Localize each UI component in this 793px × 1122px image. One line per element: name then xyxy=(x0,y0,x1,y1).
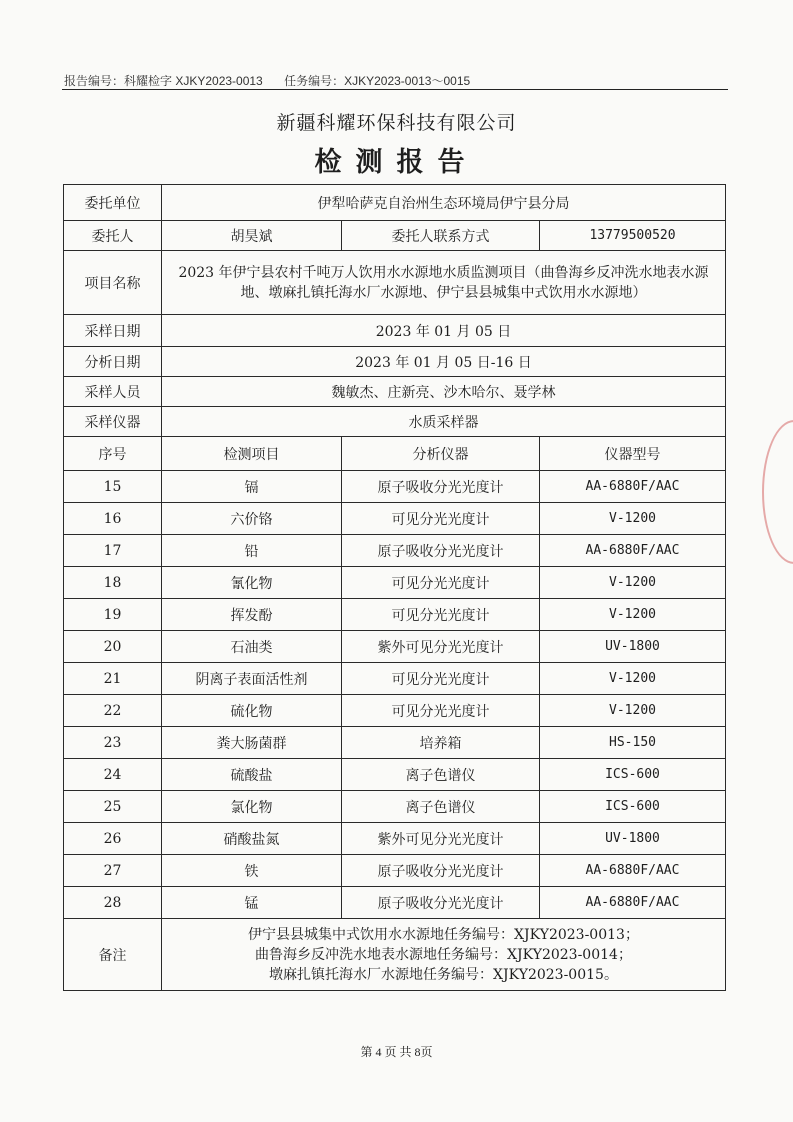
row-model: UV-1800 xyxy=(540,823,726,855)
sample-date-value: 2023 年 01 月 05 日 xyxy=(162,315,726,347)
col-header-item: 检测项目 xyxy=(162,437,342,471)
table-row xyxy=(64,663,726,695)
company-name: 新疆科耀环保科技有限公司 xyxy=(276,112,517,134)
row-model: AA-6880F/AAC xyxy=(540,471,726,503)
row-instrument: 原子吸收分光光度计 xyxy=(342,855,540,887)
table-row xyxy=(64,823,726,855)
table-row xyxy=(64,887,726,919)
col-header-no: 序号 xyxy=(64,437,162,471)
data-rows xyxy=(64,471,726,919)
row-instrument: 可见分光光度计 xyxy=(342,567,540,599)
row-item: 六价铬 xyxy=(162,503,342,535)
project-value: 2023 年伊宁县农村千吨万人饮用水水源地水质监测项目（曲鲁海乡反冲洗水地表水源地、墩麻扎镇托海水厂水源地、伊宁县县城集中式饮用水水源地） xyxy=(162,251,726,315)
table-row xyxy=(64,791,726,823)
report-table xyxy=(63,184,726,991)
client-value: 伊犁哈萨克自治州生态环境局伊宁县分局 xyxy=(162,185,726,221)
report-number: 报告编号：科耀检字 XJKY2023-0013 xyxy=(64,74,263,88)
table-row xyxy=(64,695,726,727)
row-model: V-1200 xyxy=(540,599,726,631)
row-instrument: 离子色谱仪 xyxy=(342,759,540,791)
client-row xyxy=(64,185,726,221)
row-number: 21 xyxy=(64,663,162,695)
row-number: 24 xyxy=(64,759,162,791)
row-number: 22 xyxy=(64,695,162,727)
row-number: 17 xyxy=(64,535,162,567)
row-number: 20 xyxy=(64,631,162,663)
consignor-label: 委托人 xyxy=(64,221,162,251)
table-row xyxy=(64,567,726,599)
row-instrument: 可见分光光度计 xyxy=(342,663,540,695)
notes-row xyxy=(64,919,726,991)
contact-label: 委托人联系方式 xyxy=(342,221,540,251)
notes-line: 墩麻扎镇托海水厂水源地任务编号：XJKY2023-0015。 xyxy=(269,966,618,983)
table-row xyxy=(64,855,726,887)
table-row xyxy=(64,631,726,663)
table-row xyxy=(64,471,726,503)
row-instrument: 培养箱 xyxy=(342,727,540,759)
sampler-value: 魏敏杰、庄新亮、沙木哈尔、聂学林 xyxy=(162,377,726,407)
row-item: 硫酸盐 xyxy=(162,759,342,791)
table-row xyxy=(64,503,726,535)
row-instrument: 可见分光光度计 xyxy=(342,695,540,727)
col-header-instrument: 分析仪器 xyxy=(342,437,540,471)
row-number: 16 xyxy=(64,503,162,535)
sampler-row xyxy=(64,377,726,407)
row-item: 氰化物 xyxy=(162,567,342,599)
notes-label: 备注 xyxy=(64,919,162,991)
notes-line: 曲鲁海乡反冲洗水地表水源地任务编号：XJKY2023-0014； xyxy=(255,946,632,963)
analysis-date-label: 分析日期 xyxy=(64,347,162,377)
row-instrument: 离子色谱仪 xyxy=(342,791,540,823)
sampling-instrument-label: 采样仪器 xyxy=(64,407,162,437)
row-number: 28 xyxy=(64,887,162,919)
row-number: 23 xyxy=(64,727,162,759)
row-item: 阴离子表面活性剂 xyxy=(162,663,342,695)
project-row xyxy=(64,251,726,315)
contact-value: 13779500520 xyxy=(540,221,726,251)
row-number: 15 xyxy=(64,471,162,503)
consignor-value: 胡昊斌 xyxy=(162,221,342,251)
analysis-date-row xyxy=(64,347,726,377)
row-number: 25 xyxy=(64,791,162,823)
report-header xyxy=(64,72,488,89)
table-row xyxy=(64,759,726,791)
notes-line: 伊宁县县城集中式饮用水水源地任务编号：XJKY2023-0013； xyxy=(248,926,639,943)
row-item: 硫化物 xyxy=(162,695,342,727)
client-label: 委托单位 xyxy=(64,185,162,221)
sampler-label: 采样人员 xyxy=(64,377,162,407)
row-model: V-1200 xyxy=(540,663,726,695)
row-instrument: 可见分光光度计 xyxy=(342,599,540,631)
header-rule xyxy=(62,89,728,90)
row-item: 石油类 xyxy=(162,631,342,663)
notes-content xyxy=(162,919,726,991)
page-footer: 第 4 页 共 8页 xyxy=(360,1045,433,1059)
row-model: HS-150 xyxy=(540,727,726,759)
row-instrument: 紫外可见分光光度计 xyxy=(342,823,540,855)
row-item: 镉 xyxy=(162,471,342,503)
row-instrument: 原子吸收分光光度计 xyxy=(342,535,540,567)
sampling-instrument-row xyxy=(64,407,726,437)
row-model: V-1200 xyxy=(540,695,726,727)
table-row xyxy=(64,599,726,631)
row-instrument: 紫外可见分光光度计 xyxy=(342,631,540,663)
analysis-date-value: 2023 年 01 月 05 日-16 日 xyxy=(162,347,726,377)
row-item: 铅 xyxy=(162,535,342,567)
table-header-row xyxy=(64,437,726,471)
row-model: V-1200 xyxy=(540,503,726,535)
table-row xyxy=(64,535,726,567)
row-model: AA-6880F/AAC xyxy=(540,535,726,567)
sampling-instrument-value: 水质采样器 xyxy=(162,407,726,437)
row-item: 挥发酚 xyxy=(162,599,342,631)
col-header-model: 仪器型号 xyxy=(540,437,726,471)
table-row xyxy=(64,727,726,759)
row-number: 27 xyxy=(64,855,162,887)
seal-edge xyxy=(762,420,793,564)
row-instrument: 可见分光光度计 xyxy=(342,503,540,535)
sample-date-row xyxy=(64,315,726,347)
row-item: 氯化物 xyxy=(162,791,342,823)
row-number: 19 xyxy=(64,599,162,631)
row-model: ICS-600 xyxy=(540,791,726,823)
row-model: V-1200 xyxy=(540,567,726,599)
sample-date-label: 采样日期 xyxy=(64,315,162,347)
row-instrument: 原子吸收分光光度计 xyxy=(342,471,540,503)
report-title: 检测报告 xyxy=(314,147,479,178)
task-number: 任务编号：XJKY2023-0013～0015 xyxy=(284,74,471,88)
row-item: 粪大肠菌群 xyxy=(162,727,342,759)
row-item: 铁 xyxy=(162,855,342,887)
row-number: 18 xyxy=(64,567,162,599)
row-model: AA-6880F/AAC xyxy=(540,855,726,887)
row-item: 硝酸盐氮 xyxy=(162,823,342,855)
row-item: 锰 xyxy=(162,887,342,919)
row-model: UV-1800 xyxy=(540,631,726,663)
row-instrument: 原子吸收分光光度计 xyxy=(342,887,540,919)
project-label: 项目名称 xyxy=(64,251,162,315)
consignor-row xyxy=(64,221,726,251)
row-model: ICS-600 xyxy=(540,759,726,791)
row-number: 26 xyxy=(64,823,162,855)
row-model: AA-6880F/AAC xyxy=(540,887,726,919)
